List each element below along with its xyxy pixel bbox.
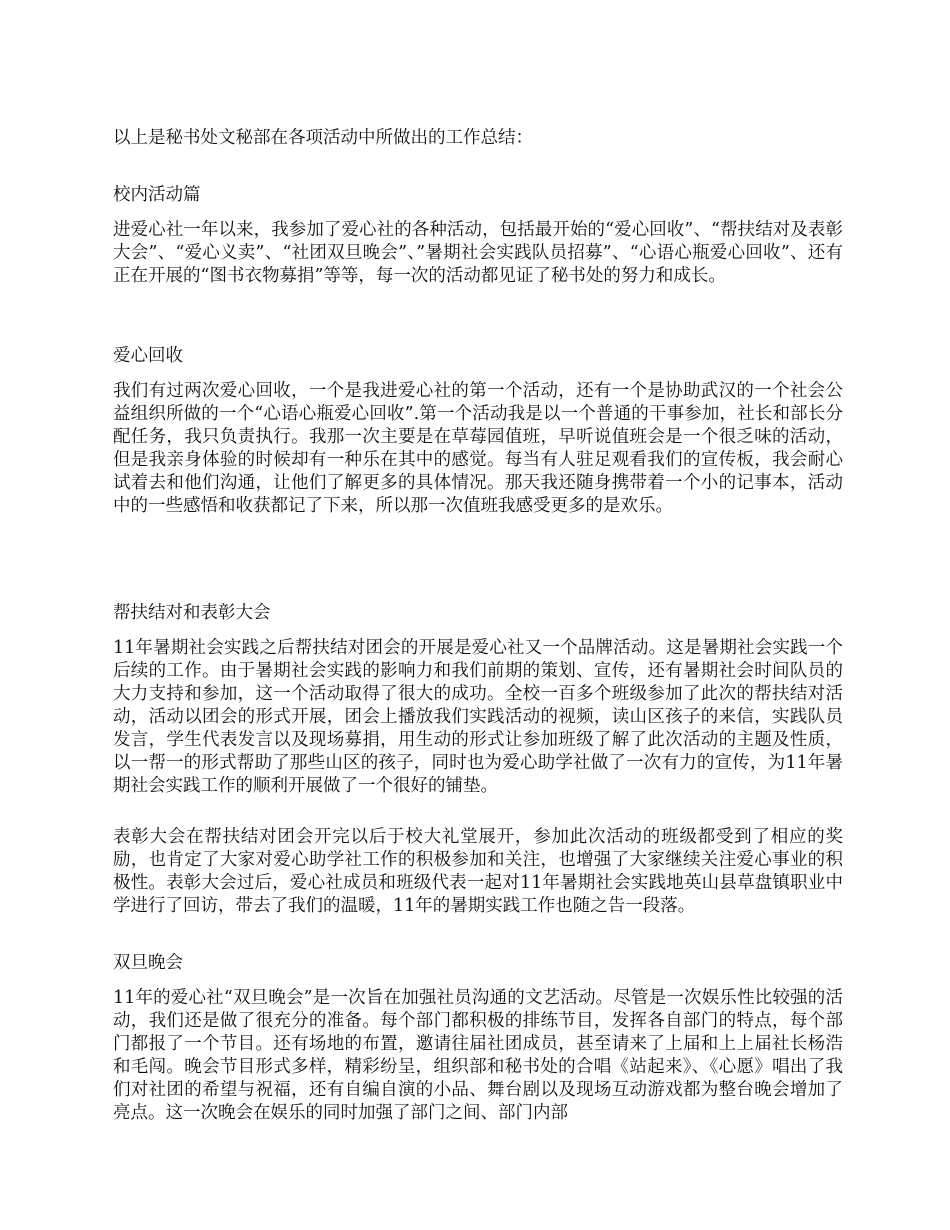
paragraph-award-ceremony: 表彰大会在帮扶结对团会开完以后于校大礼堂展开，参加此次活动的班级都受到了相应的奖励，也肯定了大家对爱心助学社工作的积极参加和关注，也增强了大家继续关注爱心事业的积极性。表彰大会过后，爱心社成员和班级代表一起对11年暑期社会实践地英山县草盘镇职业中学进行了回访，带去了我们的温暖，11年的暑期实践工作也随之告一段落。 <box>113 827 843 916</box>
heading-double-gala: 双旦晚会 <box>113 953 183 973</box>
section-heading-campus: 校内活动篇 <box>113 185 201 205</box>
paragraph-overview: 进爱心社一年以来，我参加了爱心社的各种活动，包括最开始的“爱心回收”、“帮扶结对及表彰大会”、“爱心义卖”、“社团双旦晚会”、”暑期社会实践队员招募”、“心语心瓶爱心回收”、还有正在开展的“图书衣物募捐”等等，每一次的活动都见证了秘书处的努力和成长。 <box>113 220 843 286</box>
heading-love-recycle: 爱心回收 <box>113 346 183 366</box>
paragraph-pairing: 11年暑期社会实践之后帮扶结对团会的开展是爱心社又一个品牌活动。这是暑期社会实践一个后续的工作。由于暑期社会实践的影响力和我们前期的策划、宣传，还有暑期社会时间队员的大力支持和参加，这一个活动取得了很大的成功。全校一百多个班级参加了此次的帮扶结对活动，活动以团会的形式开展，团会上播放我们实践活动的视频，读山区孩子的来信，实践队员发言，学生代表发言以及现场募捐，用生动的形式让参加班级了解了此次活动的主题及性质，以一帮一的形式帮助了那些山区的孩子，同时也为爱心助学社做了一次有力的宣传，为11年暑期社会实践工作的顺利开展做了一个很好的铺垫。 <box>113 638 843 796</box>
heading-pairing-award: 帮扶结对和表彰大会 <box>113 603 271 623</box>
paragraph-double-gala: 11年的爱心社“双旦晚会”是一次旨在加强社员沟通的文艺活动。尽管是一次娱乐性比较强的活动，我们还是做了很充分的准备。每个部门都积极的排练节目，发挥各自部门的特点，每个部门都报了一个节目。还有场地的布置，邀请往届社团成员，甚至请来了上届和上上届社长杨浩和毛闯。晚会节目形式多样，精彩纷呈，组织部和秘书处的合唱《站起来》、《心愿》唱出了我们对社团的希望与祝福，还有自编自演的小品、舞台剧以及现场互动游戏都为整台晚会增加了亮点。这一次晚会在娱乐的同时加强了部门之间、部门内部 <box>113 988 843 1123</box>
intro-line: 以上是秘书处文秘部在各项活动中所做出的工作总结： <box>113 128 533 148</box>
paragraph-love-recycle: 我们有过两次爱心回收，一个是我进爱心社的第一个活动，还有一个是协助武汉的一个社会公益组织所做的一个“心语心瓶爱心回收”.第一个活动我是以一个普通的干事参加，社长和部长分配任务，我只负责执行。我那一次主要是在草莓园值班，早听说值班会是一个很乏味的活动，但是我亲身体验的时候却有一种乐在其中的感觉。每当有人驻足观看我们的宣传板，我会耐心试着去和他们沟通，让他们了解更多的具体情况。那天我还随身携带着一个小的记事本，活动中的一些感悟和收获都记了下来，所以那一次值班我感受更多的是欢乐。 <box>113 381 843 516</box>
